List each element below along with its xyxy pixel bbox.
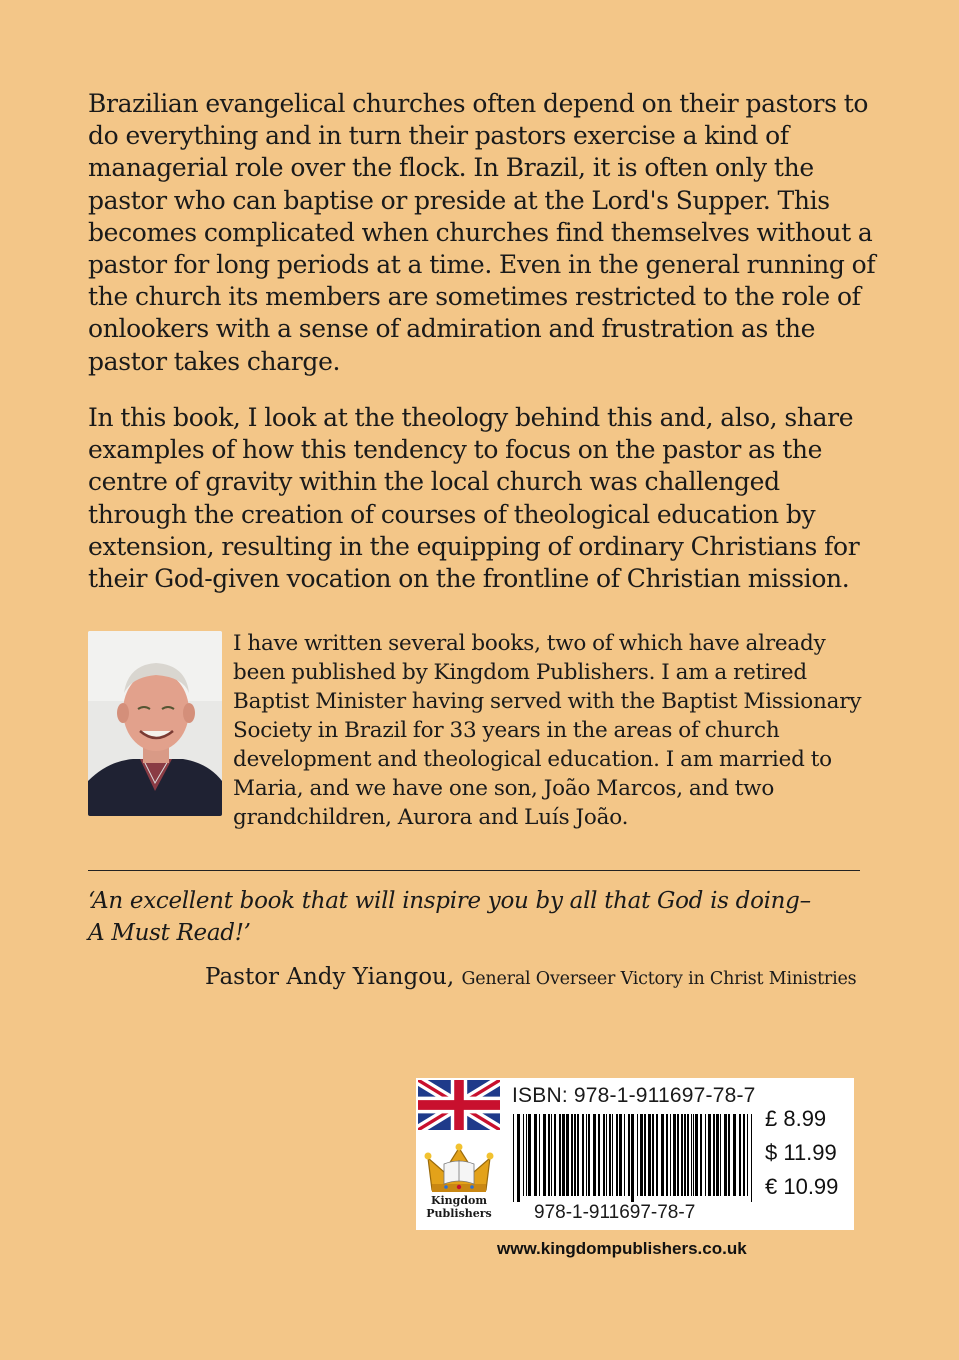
publisher-logo-text bbox=[416, 1194, 502, 1220]
publisher-logo-line-2: Publishers bbox=[426, 1207, 492, 1220]
isbn-label: ISBN: 978-1-911697-78-7 bbox=[512, 1084, 756, 1107]
quote-line-1: ‘An excellent book that will inspire you by all that God is doing– bbox=[88, 888, 811, 914]
publisher-website: www.kingdompublishers.co.uk bbox=[497, 1239, 747, 1258]
description-paragraph-1: Brazilian evangelical churches often depend on their pastors to do everything and in turn their pastors exercise a kind of managerial role over the flock. In Brazil, it is often only the pastor who can baptise or preside at the Lord's Supper. This becomes complicated when churches find themselves without a pastor for long periods at a time. Even in the general running of the church its members are sometimes restricted to the role of onlookers with a sense of admiration and frustration as the pastor takes charge. bbox=[88, 89, 876, 376]
endorser-role: General Overseer Victory in Christ Ministries bbox=[461, 969, 857, 989]
author-bio: I have written several books, two of which have already been published by Kingdom Publishers. I am a retired Baptist Minister having served with the Baptist Missionary Society in Brazil for 33 years in the areas of church development and theological education. I am married to Maria, and we have one son, João Marcos, and two grandchildren, Aurora and Luís João. bbox=[233, 631, 862, 830]
price-usd: $ 11.99 bbox=[765, 1140, 837, 1165]
publisher-logo-line-1: Kingdom bbox=[430, 1194, 488, 1207]
description-paragraph-2: In this book, I look at the theology behind this and, also, share examples of how this tendency to focus on the pastor as the centre of gravity within the local church was challenged through the creation of courses of theological education by extension, resulting in the equipping of ordinary Christians for their God-given vocation on the frontline of Christian mission. bbox=[88, 403, 860, 594]
divider-line bbox=[88, 870, 860, 871]
barcode-number: 978-1-911697-78-7 bbox=[534, 1202, 696, 1223]
quote-line-2: A Must Read!’ bbox=[88, 920, 251, 946]
price-gbp: £ 8.99 bbox=[765, 1106, 827, 1131]
price-eur: € 10.99 bbox=[765, 1174, 839, 1199]
endorser-name: Pastor Andy Yiangou, bbox=[205, 964, 455, 990]
isbn-price-block bbox=[416, 1078, 854, 1230]
kingdom-crown-logo-icon bbox=[424, 1140, 494, 1200]
author-photo bbox=[88, 631, 222, 816]
union-jack-flag-icon bbox=[418, 1080, 500, 1130]
endorsement-quote bbox=[88, 885, 848, 949]
endorsement-attribution bbox=[205, 962, 925, 994]
price-list bbox=[765, 1102, 853, 1204]
barcode bbox=[511, 1114, 756, 1202]
